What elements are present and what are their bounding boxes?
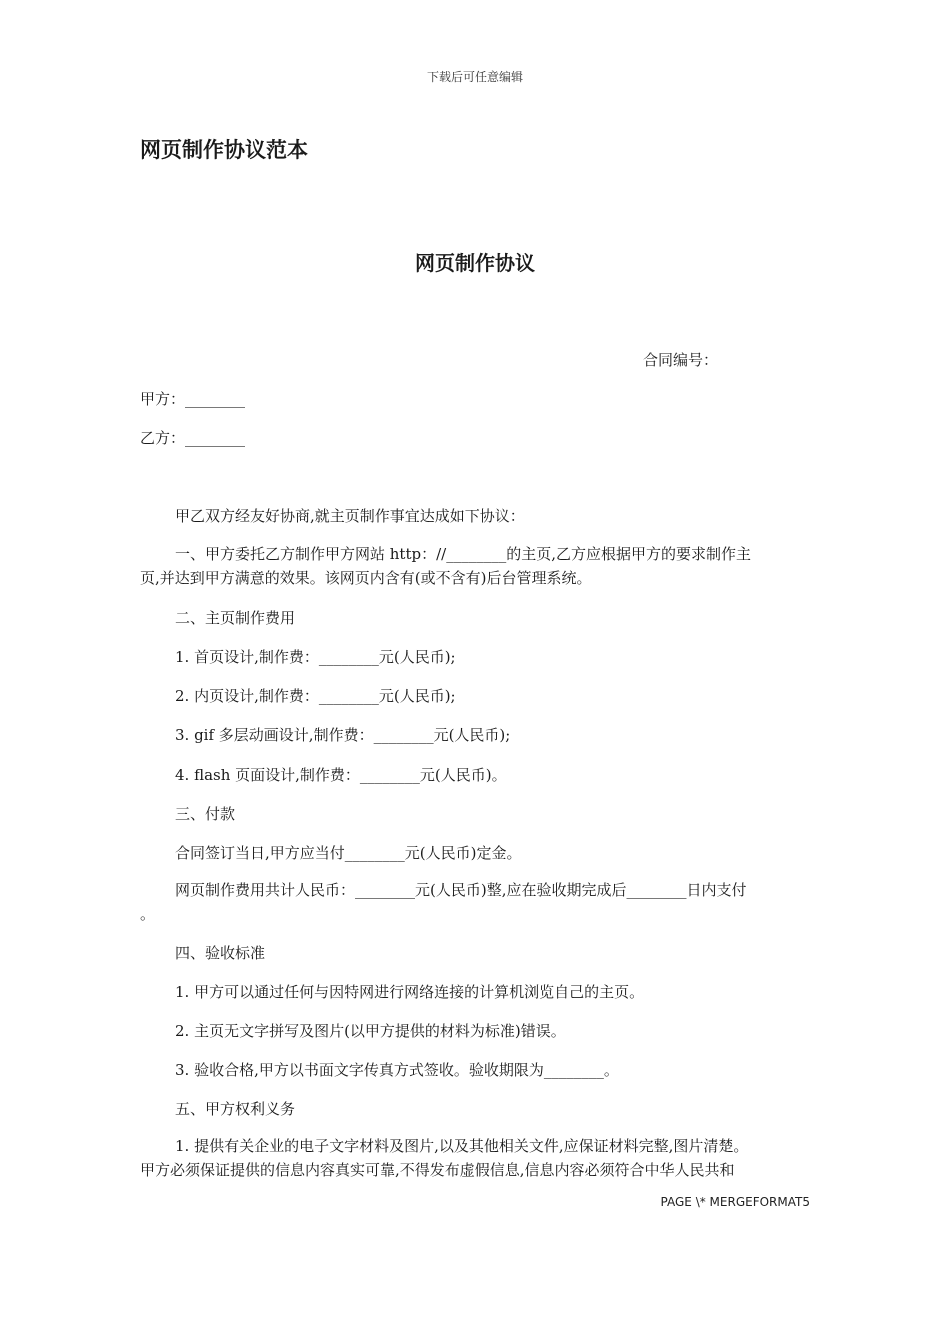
acceptance-item-2: 2. 主页无文字拼写及图片(以甲方提供的材料为标准)错误。 — [175, 1022, 566, 1040]
party-a-line: 甲方：________ — [140, 390, 246, 408]
header-note: 下载后可任意编辑 — [426, 70, 523, 84]
fee-item-1: 1. 首页设计,制作费：________元(人民币); — [175, 648, 456, 666]
payment-total-line-2: 。 — [140, 905, 156, 923]
right-item-1-line-2: 甲方必须保证提供的信息内容真实可靠,不得发布虚假信息,信息内容必须符合中华人民共和 — [140, 1161, 735, 1179]
fee-item-3: 3. gif 多层动画设计,制作费：________元(人民币); — [175, 726, 511, 744]
payment-deposit: 合同签订当日,甲方应当付________元(人民币)定金。 — [175, 844, 522, 862]
intro-paragraph: 甲乙双方经友好协商,就主页制作事宜达成如下协议： — [175, 507, 525, 525]
right-item-1-paragraph — [140, 1134, 812, 1182]
agreement-title: 网页制作协议 — [415, 251, 535, 275]
page-footer-field: PAGE \* MERGEFORMAT5 — [660, 1195, 810, 1209]
acceptance-item-3: 3. 验收合格,甲方以书面文字传真方式签收。验收期限为________。 — [175, 1061, 619, 1079]
clause-1-line-2: 页,并达到甲方满意的效果。该网页内含有(或不含有)后台管理系统。 — [140, 569, 592, 587]
section-3-heading: 三、付款 — [175, 805, 236, 823]
section-4-heading: 四、验收标准 — [175, 944, 266, 962]
clause-1-line-1: 一、甲方委托乙方制作甲方网站 http：//________的主页,乙方应根据甲方的要求制作主 — [175, 545, 751, 563]
acceptance-item-1: 1. 甲方可以通过任何与因特网进行网络连接的计算机浏览自己的主页。 — [175, 983, 645, 1001]
right-item-1-line-1: 1. 提供有关企业的电子文字材料及图片,以及其他相关文件,应保证材料完整,图片清楚。 — [175, 1137, 749, 1155]
payment-total-paragraph — [140, 878, 812, 926]
party-b-line: 乙方：________ — [140, 429, 246, 447]
fee-item-4: 4. flash 页面设计,制作费：________元(人民币)。 — [175, 766, 507, 784]
section-5-heading: 五、甲方权利义务 — [175, 1100, 296, 1118]
contract-number-label: 合同编号： — [643, 351, 719, 369]
document-title: 网页制作协议范本 — [140, 138, 308, 162]
fee-item-2: 2. 内页设计,制作费：________元(人民币); — [175, 687, 456, 705]
payment-total-line-1: 网页制作费用共计人民币：________元(人民币)整,应在验收期完成后________日内支付 — [175, 881, 747, 899]
section-2-heading: 二、主页制作费用 — [175, 609, 296, 627]
clause-1-paragraph — [140, 542, 812, 590]
